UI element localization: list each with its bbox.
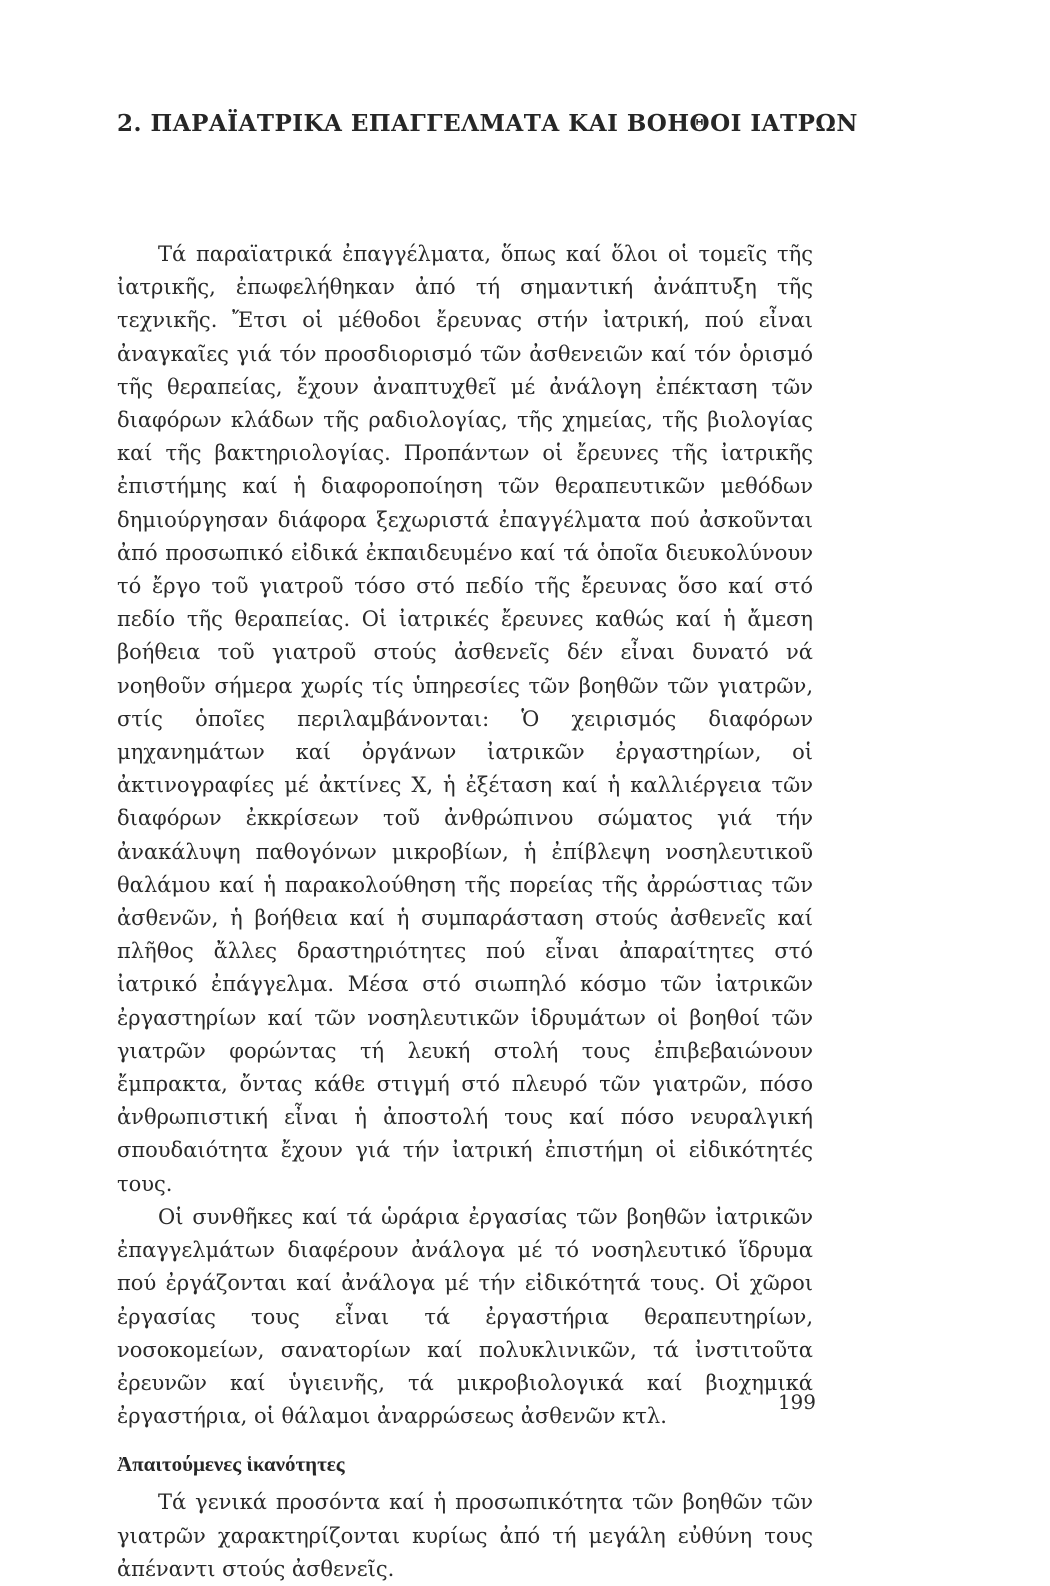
paragraph-intro: Τά παραϊατρικά ἐπαγγέλματα, ὅπως καί ὅλοι οἱ τομεῖς τῆς ἰατρικῆς, ἐπωφελήθηκαν ἀπό τή σημαντική ἀνάπτυξη τῆς τεχνικῆς. Ἔτσι οἱ μέθοδοι ἔρευνας στήν ἰατρική, πού εἶναι ἀναγκαῖες γιά τόν προσδιορισμό τῶν ἀσθενειῶν καί τόν ὁρισμό τῆς θεραπείας, ἔχουν ἀναπτυχθεῖ μέ ἀνάλογη ἐπέκταση τῶν διαφόρων κλάδων τῆς ραδιολογίας, τῆς χημείας, τῆς βιολογίας καί τῆς βακτηριολογίας. Προπάντων οἱ ἔρευνες τῆς ἰατρικῆς ἐπιστήμης καί ἡ διαφοροποίηση τῶν θεραπευτικῶν μεθόδων δημιούργησαν διάφορα ξεχωριστά ἐπαγγέλματα πού ἀσκοῦνται ἀπό προσωπικό εἰδικά ἐκπαιδευμένο καί τά ὁποῖα διευκολύνουν τό ἔργο τοῦ γιατροῦ τόσο στό πεδίο τῆς ἔρευνας ὅσο καί στό πεδίο τῆς θεραπείας. Οἱ ἰατρικές ἔρευνες καθώς καί ἡ ἄμεση βοήθεια τοῦ γιατροῦ στούς ἀσθενεῖς δέν εἶναι δυνατό νά νοηθοῦν σήμερα χωρίς τίς ὑπηρεσίες τῶν βοηθῶν τῶν γιατρῶν, στίς ὁποῖες περιλαμβάνονται: Ὁ χειρισμός διαφόρων μηχανημάτων καί ὀργάνων ἰατρικῶν ἐργαστηρίων, οἱ ἀκτινογραφίες μέ ἀκτίνες Χ, ἡ ἐξέταση καί ἡ καλλιέργεια τῶν διαφόρων ἐκκρίσεων τοῦ ἀνθρώπινου σώματος γιά τήν ἀνακάλυψη παθογόνων μικροβίων, ἡ ἐπίβλεψη νοσηλευτικοῦ θαλάμου καί ἡ παρακολούθηση τῆς πορείας τῆς ἀρρώστιας τῶν ἀσθενῶν, ἡ βοήθεια καί ἡ συμπαράσταση στούς ἀσθενεῖς καί πλῆθος ἄλλες δραστηριότητες πού εἶναι ἀπαραίτητες στό ἰατρικό ἐπάγγελμα. Μέσα στό σιωπηλό κόσμο τῶν ἰατρικῶν ἐργαστηρίων καί τῶν νοσηλευτικῶν ἱδρυμάτων οἱ βοηθοί τῶν γιατρῶν φορώντας τή λευκή στολή τους ἐπιβεβαιώνουν ἔμπρακτα, ὄντας κάθε στιγμή στό πλευρό τῶν γιατρῶν, πόσο ἀνθρωπιστική εἶναι ἡ ἀποστολή τους καί πόσο νευραλγική σπουδαιότητα ἔχουν γιά τήν ἰατρική ἐπιστήμη οἱ εἰδικότητές τους.: [117, 242, 813, 1196]
section-heading: Ἀπαιτούμενες ἱκανότητες: [117, 1452, 345, 1477]
chapter-title: 2. ΠΑΡΑΪΑΤΡΙΚΑ ΕΠΑΓΓΕΛΜΑΤΑ ΚΑΙ ΒΟΗΘΟΙ ΙΑΤΡΩΝ: [117, 110, 858, 137]
paragraph-working-conditions: Οἱ συνθῆκες καί τά ὡράρια ἐργασίας τῶν βοηθῶν ἰατρικῶν ἐπαγγελμάτων διαφέρουν ἀνάλογα μέ τό νοσηλευτικό ἵδρυμα πού ἐργάζονται καί ἀνάλογα μέ τήν εἰδικότητά τους. Οἱ χῶροι ἐργασίας τους εἶναι τά ἐργαστήρια θεραπευτηρίων, νοσοκομείων, σανατορίων καί πολυκλινικῶν, τά ἰνστιτοῦτα ἐρευνῶν καί ὑγιεινῆς, τά μικροβιολογικά καί βιοχημικά ἐργαστήρια, οἱ θάλαμοι ἀναρρώσεως ἀσθενῶν κτλ.: [117, 1204, 813, 1429]
page-number: 199: [777, 1390, 816, 1414]
paragraph-required-skills: Τά γενικά προσόντα καί ἡ προσωπικότητα τῶν βοηθῶν τῶν γιατρῶν χαρακτηρίζονται κυρίως ἀπό τή μεγάλη εὐθύνη τους ἀπέναντι στούς ἀσθενεῖς.: [117, 1490, 813, 1581]
body-text: [117, 238, 813, 1586]
